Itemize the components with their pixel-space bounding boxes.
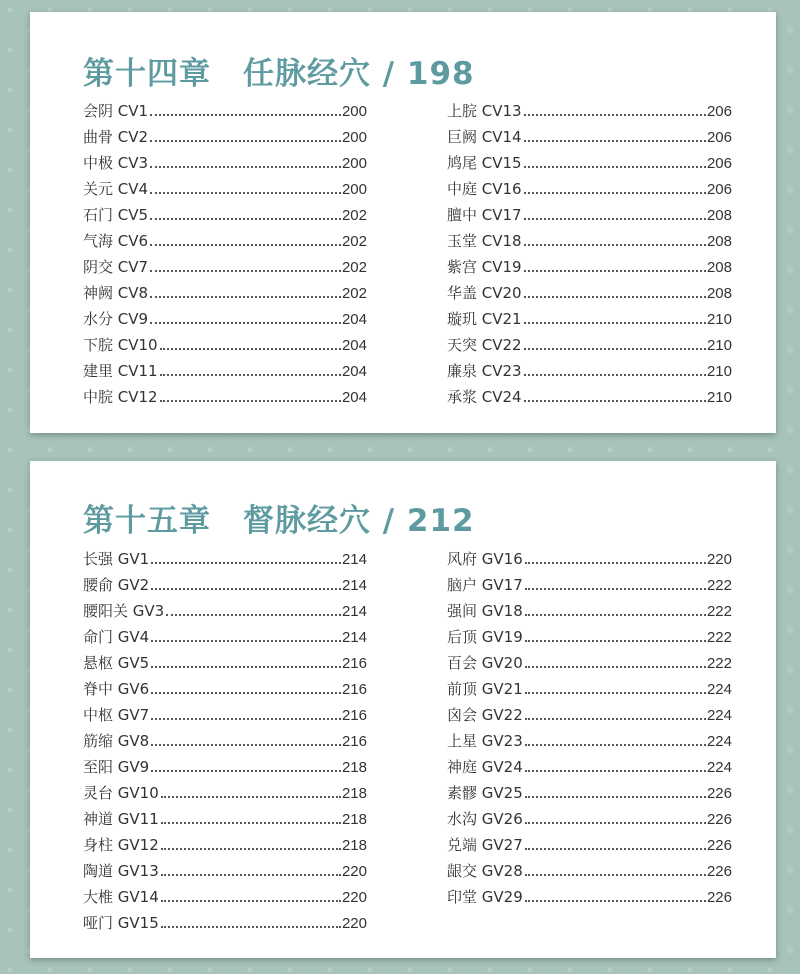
toc-column-right xyxy=(447,93,732,405)
toc-entry xyxy=(83,353,367,379)
toc-entry xyxy=(447,567,732,593)
dot-leader xyxy=(150,166,341,168)
entry-page-number: 214 xyxy=(341,603,367,620)
dot-leader xyxy=(524,270,706,272)
entry-page-number: 218 xyxy=(341,837,367,854)
entry-name: 巨阙 CV14 xyxy=(447,128,522,146)
chapter-title: 第十五章 督脉经穴 / 212 xyxy=(83,503,475,539)
toc-entry xyxy=(83,223,367,249)
entry-page-number: 216 xyxy=(341,707,367,724)
toc-entry xyxy=(447,645,732,671)
toc-entry xyxy=(83,801,367,827)
entry-name: 悬枢 GV5 xyxy=(83,654,150,672)
dot-leader xyxy=(525,796,706,798)
toc-entry xyxy=(447,171,732,197)
entry-name: 下脘 CV10 xyxy=(83,336,158,354)
dot-leader xyxy=(161,874,341,876)
toc-entry xyxy=(83,145,367,171)
dot-leader xyxy=(524,114,706,116)
dot-leader xyxy=(161,848,341,850)
entry-name: 筋缩 GV8 xyxy=(83,732,150,750)
entry-page-number: 220 xyxy=(341,889,367,906)
toc-entry xyxy=(83,541,367,567)
entry-name: 神庭 GV24 xyxy=(447,758,523,776)
entry-name: 气海 CV6 xyxy=(83,232,149,250)
toc-entry xyxy=(83,567,367,593)
toc-entry xyxy=(83,249,367,275)
entry-page-number: 200 xyxy=(341,129,367,146)
dot-leader xyxy=(524,192,706,194)
dot-leader xyxy=(161,822,341,824)
dot-leader xyxy=(151,562,341,564)
dot-leader xyxy=(524,296,706,298)
entry-name: 囟会 GV22 xyxy=(447,706,523,724)
entry-name: 中庭 CV16 xyxy=(447,180,522,198)
toc-column-right xyxy=(447,541,732,905)
toc-entry xyxy=(447,145,732,171)
entry-name: 鸠尾 CV15 xyxy=(447,154,522,172)
toc-entry xyxy=(83,645,367,671)
entry-name: 水沟 GV26 xyxy=(447,810,523,828)
toc-entry xyxy=(83,197,367,223)
entry-name: 腰阳关 GV3 xyxy=(83,602,165,620)
dot-leader xyxy=(525,718,706,720)
toc-entry xyxy=(447,353,732,379)
entry-name: 玉堂 CV18 xyxy=(447,232,522,250)
toc-entry xyxy=(447,223,732,249)
toc-entry xyxy=(447,853,732,879)
entry-name: 紫宫 CV19 xyxy=(447,258,522,276)
entry-name: 神道 GV11 xyxy=(83,810,159,828)
entry-name: 身柱 GV12 xyxy=(83,836,159,854)
entry-name: 中枢 GV7 xyxy=(83,706,150,724)
entry-page-number: 202 xyxy=(341,285,367,302)
entry-page-number: 202 xyxy=(341,233,367,250)
dot-leader xyxy=(525,848,706,850)
toc-entry xyxy=(83,119,367,145)
entry-page-number: 206 xyxy=(706,103,732,120)
toc-entry xyxy=(447,723,732,749)
dot-leader xyxy=(525,562,706,564)
entry-page-number: 226 xyxy=(706,785,732,802)
entry-page-number: 210 xyxy=(706,363,732,380)
entry-name: 风府 GV16 xyxy=(447,550,523,568)
entry-page-number: 208 xyxy=(706,233,732,250)
toc-entry xyxy=(83,905,367,931)
dot-leader xyxy=(161,796,341,798)
entry-name: 百会 GV20 xyxy=(447,654,523,672)
toc-entry xyxy=(83,593,367,619)
entry-name: 脑户 GV17 xyxy=(447,576,523,594)
entry-page-number: 224 xyxy=(706,681,732,698)
entry-name: 天突 CV22 xyxy=(447,336,522,354)
toc-entry xyxy=(83,879,367,905)
entry-page-number: 220 xyxy=(706,551,732,568)
dot-leader xyxy=(525,822,706,824)
toc-column-left xyxy=(83,93,367,405)
dot-leader xyxy=(525,874,706,876)
dot-leader xyxy=(161,926,341,928)
entry-name: 关元 CV4 xyxy=(83,180,149,198)
dot-leader xyxy=(525,900,706,902)
entry-page-number: 224 xyxy=(706,733,732,750)
dot-leader xyxy=(151,718,341,720)
entry-name: 中脘 CV12 xyxy=(83,388,158,406)
entry-page-number: 218 xyxy=(341,811,367,828)
entry-page-number: 224 xyxy=(706,707,732,724)
toc-entry xyxy=(83,327,367,353)
entry-page-number: 216 xyxy=(341,655,367,672)
entry-name: 脊中 GV6 xyxy=(83,680,150,698)
entry-name: 承浆 CV24 xyxy=(447,388,522,406)
dot-leader xyxy=(150,270,341,272)
entry-name: 华盖 CV20 xyxy=(447,284,522,302)
entry-page-number: 218 xyxy=(341,785,367,802)
entry-page-number: 210 xyxy=(706,311,732,328)
toc-entry xyxy=(447,249,732,275)
dot-leader xyxy=(525,692,706,694)
entry-page-number: 204 xyxy=(341,337,367,354)
entry-page-number: 224 xyxy=(706,759,732,776)
toc-entry xyxy=(447,749,732,775)
toc-entry xyxy=(447,541,732,567)
entry-page-number: 216 xyxy=(341,681,367,698)
toc-entry xyxy=(447,327,732,353)
entry-page-number: 200 xyxy=(341,155,367,172)
entry-name: 上星 GV23 xyxy=(447,732,523,750)
entry-name: 曲骨 CV2 xyxy=(83,128,149,146)
toc-entry xyxy=(83,171,367,197)
entry-name: 上脘 CV13 xyxy=(447,102,522,120)
dot-leader xyxy=(525,744,706,746)
dot-leader xyxy=(525,666,706,668)
toc-entry xyxy=(83,697,367,723)
toc-entry xyxy=(83,379,367,405)
toc-entry xyxy=(447,801,732,827)
toc-column-left xyxy=(83,541,367,931)
entry-name: 腰俞 GV2 xyxy=(83,576,150,594)
toc-entry xyxy=(83,853,367,879)
toc-entry xyxy=(447,197,732,223)
toc-entry xyxy=(83,749,367,775)
entry-page-number: 202 xyxy=(341,259,367,276)
entry-page-number: 220 xyxy=(341,863,367,880)
entry-name: 大椎 GV14 xyxy=(83,888,159,906)
dot-leader xyxy=(151,744,341,746)
entry-page-number: 222 xyxy=(706,577,732,594)
dot-leader xyxy=(524,322,706,324)
entry-page-number: 206 xyxy=(706,155,732,172)
entry-page-number: 208 xyxy=(706,285,732,302)
entry-name: 建里 CV11 xyxy=(83,362,158,380)
entry-name: 石门 CV5 xyxy=(83,206,149,224)
dot-leader xyxy=(151,692,341,694)
entry-page-number: 226 xyxy=(706,811,732,828)
entry-page-number: 208 xyxy=(706,207,732,224)
dot-leader xyxy=(524,166,706,168)
chapter-title: 第十四章 任脉经穴 / 198 xyxy=(83,56,475,92)
dot-leader xyxy=(525,588,706,590)
toc-entry xyxy=(83,275,367,301)
toc-entry xyxy=(447,301,732,327)
dot-leader xyxy=(166,614,341,616)
toc-entry xyxy=(447,697,732,723)
entry-page-number: 226 xyxy=(706,889,732,906)
entry-page-number: 226 xyxy=(706,863,732,880)
entry-name: 龈交 GV28 xyxy=(447,862,523,880)
toc-entry xyxy=(447,619,732,645)
entry-name: 命门 GV4 xyxy=(83,628,150,646)
toc-entry xyxy=(83,301,367,327)
entry-name: 至阳 GV9 xyxy=(83,758,150,776)
entry-page-number: 202 xyxy=(341,207,367,224)
dot-leader xyxy=(150,296,341,298)
toc-entry xyxy=(83,827,367,853)
entry-page-number: 226 xyxy=(706,837,732,854)
entry-page-number: 222 xyxy=(706,629,732,646)
toc-entry xyxy=(83,671,367,697)
dot-leader xyxy=(150,244,341,246)
toc-entry xyxy=(447,671,732,697)
toc-entry xyxy=(447,879,732,905)
entry-name: 璇玑 CV21 xyxy=(447,310,522,328)
entry-page-number: 222 xyxy=(706,603,732,620)
entry-page-number: 216 xyxy=(341,733,367,750)
dot-leader xyxy=(150,322,341,324)
entry-page-number: 204 xyxy=(341,311,367,328)
dot-leader xyxy=(524,374,706,376)
dot-leader xyxy=(160,348,341,350)
entry-name: 素髎 GV25 xyxy=(447,784,523,802)
entry-name: 陶道 GV13 xyxy=(83,862,159,880)
entry-name: 强间 GV18 xyxy=(447,602,523,620)
dot-leader xyxy=(160,400,341,402)
entry-page-number: 214 xyxy=(341,629,367,646)
dot-leader xyxy=(150,114,341,116)
entry-name: 长强 GV1 xyxy=(83,550,150,568)
dot-leader xyxy=(525,770,706,772)
entry-name: 前顶 GV21 xyxy=(447,680,523,698)
entry-page-number: 220 xyxy=(341,915,367,932)
entry-name: 会阴 CV1 xyxy=(83,102,149,120)
dot-leader xyxy=(151,588,341,590)
dot-leader xyxy=(524,400,706,402)
toc-entry xyxy=(83,723,367,749)
toc-entry xyxy=(447,119,732,145)
dot-leader xyxy=(524,218,706,220)
entry-page-number: 208 xyxy=(706,259,732,276)
toc-entry xyxy=(447,593,732,619)
entry-name: 灵台 GV10 xyxy=(83,784,159,802)
entry-page-number: 214 xyxy=(341,551,367,568)
entry-name: 兑端 GV27 xyxy=(447,836,523,854)
entry-name: 水分 CV9 xyxy=(83,310,149,328)
dot-leader xyxy=(524,348,706,350)
entry-name: 廉泉 CV23 xyxy=(447,362,522,380)
toc-entry xyxy=(83,775,367,801)
entry-page-number: 200 xyxy=(341,181,367,198)
dot-leader xyxy=(151,770,341,772)
entry-page-number: 204 xyxy=(341,363,367,380)
entry-name: 膻中 CV17 xyxy=(447,206,522,224)
dot-leader xyxy=(151,666,341,668)
entry-page-number: 214 xyxy=(341,577,367,594)
dot-leader xyxy=(150,192,341,194)
toc-entry xyxy=(447,275,732,301)
dot-leader xyxy=(161,900,341,902)
entry-page-number: 218 xyxy=(341,759,367,776)
dot-leader xyxy=(160,374,341,376)
entry-name: 阴交 CV7 xyxy=(83,258,149,276)
entry-page-number: 222 xyxy=(706,655,732,672)
toc-entry xyxy=(447,379,732,405)
dot-leader xyxy=(525,614,706,616)
dot-leader xyxy=(151,640,341,642)
entry-page-number: 206 xyxy=(706,129,732,146)
toc-entry xyxy=(83,93,367,119)
dot-leader xyxy=(150,140,341,142)
dot-leader xyxy=(524,140,706,142)
dot-leader xyxy=(150,218,341,220)
toc-entry xyxy=(447,93,732,119)
toc-entry xyxy=(447,775,732,801)
entry-name: 印堂 GV29 xyxy=(447,888,523,906)
entry-name: 神阙 CV8 xyxy=(83,284,149,302)
entry-page-number: 204 xyxy=(341,389,367,406)
dot-leader xyxy=(525,640,706,642)
entry-page-number: 206 xyxy=(706,181,732,198)
entry-page-number: 210 xyxy=(706,389,732,406)
entry-name: 哑门 GV15 xyxy=(83,914,159,932)
entry-page-number: 200 xyxy=(341,103,367,120)
entry-page-number: 210 xyxy=(706,337,732,354)
dot-leader xyxy=(524,244,706,246)
entry-name: 中极 CV3 xyxy=(83,154,149,172)
toc-entry xyxy=(83,619,367,645)
entry-name: 后顶 GV19 xyxy=(447,628,523,646)
toc-entry xyxy=(447,827,732,853)
